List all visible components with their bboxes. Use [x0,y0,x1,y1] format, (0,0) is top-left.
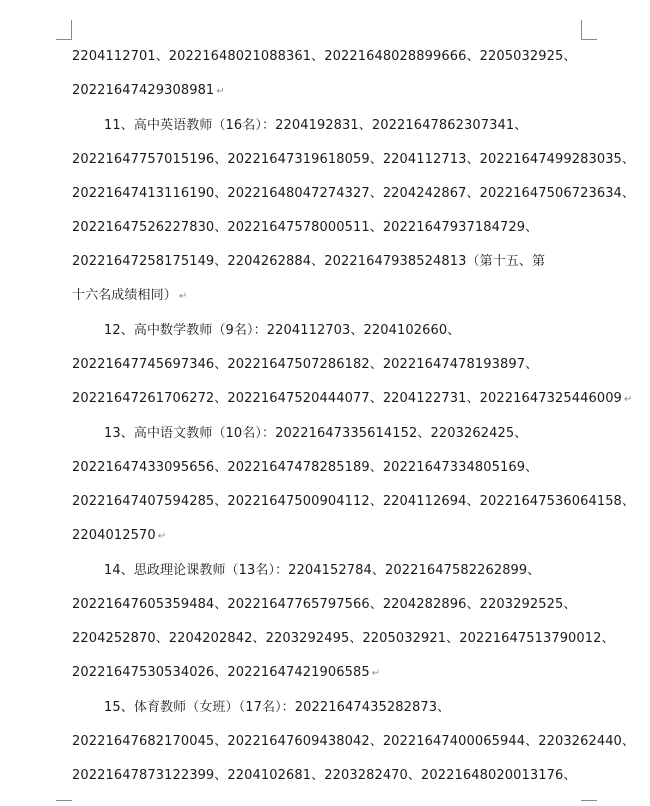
text-line: 2204112701、20221648021088361、20221648028899666、2205032925、 [72,49,577,64]
text-line: 2204012570 ↵ [72,528,167,543]
paragraph-mark-icon: ↵ [157,531,167,542]
text-line: 20221647258175149、2204262884、20221647938524813（第十五、第 [72,254,546,269]
text-line: 20221647757015196、20221647319618059、2204112713、20221647499283035、 [72,152,636,167]
margin-corner-mark [56,800,72,801]
paragraph-mark-icon: ↵ [178,291,188,302]
text-line: 十六名成绩相同） ↵ [72,288,188,303]
text-line: 20221647745697346、20221647507286182、20221647478193897、 [72,357,539,372]
text-line: 20221647526227830、20221647578000511、20221647937184729、 [72,220,539,235]
text-line: 20221647413116190、20221648047274327、2204242867、20221647506723634、 [72,186,636,201]
section-heading-line: 14、思政理论课教师（13名）：2204152784、20221647582262899、 [104,563,541,578]
margin-corner-mark [581,39,597,40]
text-line: 2204252870、2204202842、2203292495、2205032921、20221647513790012、 [72,631,615,646]
margin-corner-mark [56,39,72,40]
text-line: 20221647261706272、20221647520444077、2204122731、20221647325446009 ↵ [72,391,633,406]
section-heading-line: 13、高中语文教师（10名）：20221647335614152、2203262425、 [104,426,528,441]
paragraph-mark-icon: ↵ [623,394,633,405]
section-heading-line: 11、高中英语教师（16名）：2204192831、20221647862307341、 [104,118,528,133]
margin-corner-mark [581,20,582,40]
text-line: 20221647433095656、20221647478285189、20221647334805169、 [72,460,539,475]
paragraph-mark-icon: ↵ [216,86,225,97]
text-line: 20221647530534026、20221647421906585 ↵ [72,665,381,680]
margin-corner-mark [581,800,597,801]
section-heading-line: 12、高中数学教师（9名）：2204112703、2204102660、 [104,323,461,338]
section-heading-line: 15、体育教师（女班）（17名）：20221647435282873、 [104,700,451,715]
text-line: 20221647407594285、20221647500904112、2204112694、20221647536064158、 [72,494,636,509]
paragraph-mark-icon: ↵ [371,668,381,679]
text-line: 20221647605359484、20221647765797566、2204282896、2203292525、 [72,597,577,612]
margin-corner-mark [71,20,72,40]
text-line: 20221647873122399、2204102681、2203282470、20221648020013176、 [72,768,577,783]
text-line: 20221647429308981 ↵ [72,83,225,98]
text-line: 20221647682170045、20221647609438042、20221647400065944、2203262440、 [72,734,636,749]
